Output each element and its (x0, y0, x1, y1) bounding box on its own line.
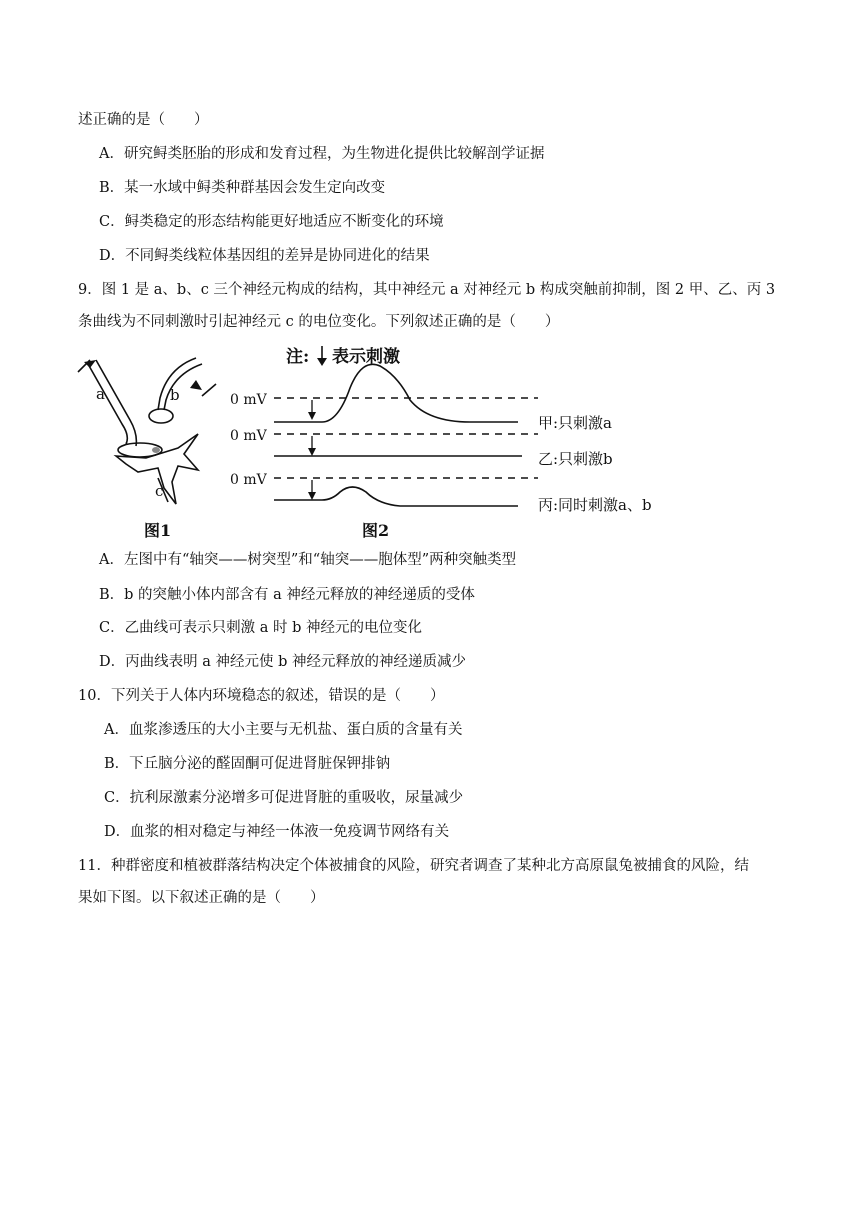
neuron-figure (60, 338, 700, 550)
q11-stem-line2: 果如下图。以下叙述正确的是（ ） (78, 890, 325, 906)
q9-stem-line1: 9．图 1 是 a、b、c 三个神经元构成的结构，其中神经元 a 对神经元 b 构成突触前抑制，图 2 甲、乙、丙 3 (78, 282, 776, 298)
neuron-label-a: a (96, 385, 105, 403)
zero-mv-label-2: 0 mV (230, 428, 267, 444)
figure-1-neurons (78, 358, 216, 504)
q9-stem-line2: 条曲线为不同刺激时引起神经元 c 的电位变化。下列叙述正确的是（ ） (78, 314, 560, 330)
q10-option-d: D．血浆的相对稳定与神经一体液一免疫调节网络有关 (104, 824, 450, 840)
zero-mv-label-1: 0 mV (230, 392, 267, 408)
q11-stem-line1: 11．种群密度和植被群落结构决定个体被捕食的风险，研究者调查了某种北方高原鼠兔被捕食的风险，结 (78, 858, 749, 874)
figure-1-caption: 图1 (144, 521, 172, 540)
zero-mv-label-3: 0 mV (230, 472, 267, 488)
q10-option-c: C．抗利尿激素分泌增多可促进肾脏的重吸收，尿量减少 (104, 790, 464, 806)
q10-option-a: A．血浆渗透压的大小主要与无机盐、蛋白质的含量有关 (104, 722, 463, 738)
nucleus-icon (152, 447, 160, 453)
q9-option-a: A．左图中有“轴突——树突型”和“轴突——胞体型”两种突触类型 (99, 552, 517, 568)
neuron-label-b: b (170, 386, 180, 404)
arrowhead-b-icon (190, 380, 202, 390)
q8-stem-tail: 述正确的是（ ） (78, 112, 209, 128)
q8-option-b: B．某一水域中鲟类种群基因会发生定向改变 (99, 180, 386, 196)
figure-2-caption: 图2 (362, 521, 390, 540)
curve-label-jia: 甲:只刺激a (538, 414, 612, 432)
q10-stem: 10．下列关于人体内环境稳态的叙述，错误的是（ ） (78, 688, 445, 704)
q9-option-c: C．乙曲线可表示只刺激 a 时 b 神经元的电位变化 (99, 620, 422, 636)
q8-option-a: A．研究鲟类胚胎的形成和发育过程，为生物进化提供比较解剖学证据 (99, 146, 545, 162)
curve-label-bing: 丙:同时刺激a、b (538, 496, 652, 514)
figure-note-text: 表示刺激 (332, 347, 400, 367)
q9-option-b: B．b 的突触小体内部含有 a 神经元释放的神经递质的受体 (99, 587, 475, 603)
q8-option-c: C．鲟类稳定的形态结构能更好地适应不断变化的环境 (99, 214, 444, 230)
neuron-label-c: c (155, 482, 164, 500)
q10-option-b: B．下丘脑分泌的醛固酮可促进肾脏保钾排钠 (104, 756, 391, 772)
curve-label-yi: 乙:只刺激b (538, 450, 613, 468)
figure-note-label: 注: (286, 347, 310, 367)
q8-option-d: D．不同鲟类线粒体基因组的差异是协同进化的结果 (99, 248, 430, 264)
q9-option-d: D．丙曲线表明 a 神经元使 b 神经元释放的神经递质减少 (99, 654, 466, 670)
